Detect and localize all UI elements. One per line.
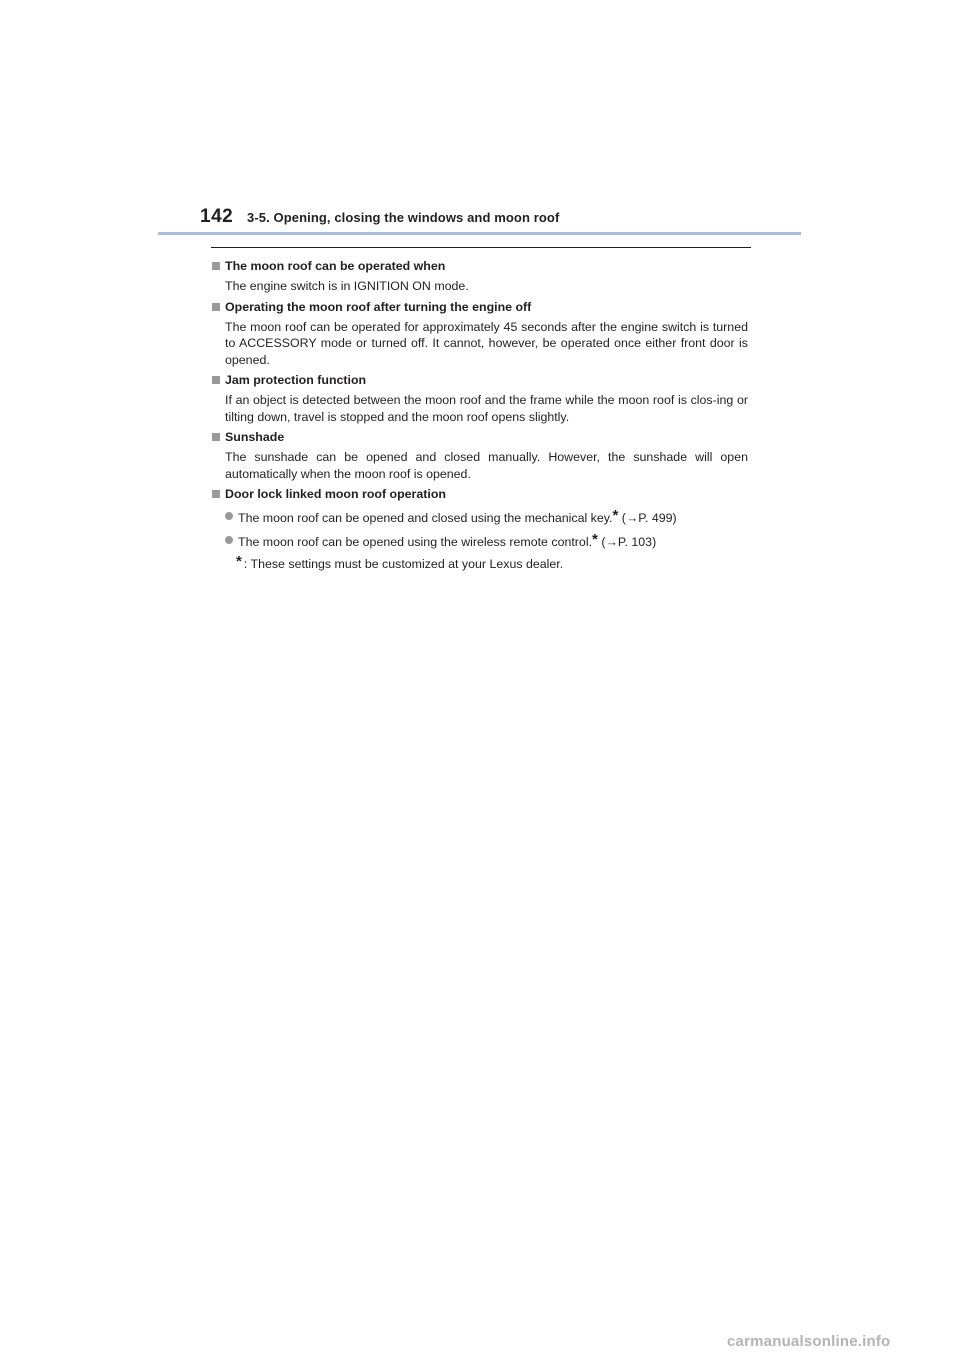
page-number: 142	[200, 206, 234, 227]
square-bullet-icon	[212, 490, 220, 498]
item-heading-text: Door lock linked moon roof operation	[225, 487, 446, 501]
item-heading	[211, 299, 748, 316]
square-bullet-icon	[212, 262, 220, 270]
item-heading-text: Jam protection function	[225, 373, 367, 387]
list-item	[211, 531, 748, 551]
bullet-text: The moon roof can be opened and closed using the mechanical key.	[238, 511, 613, 525]
asterisk-marker: *	[612, 507, 619, 524]
item-heading	[211, 258, 748, 275]
item-body: The sunshade can be opened and closed manually. However, the sunshade will open automatically when the moon roof is opened.	[225, 450, 748, 481]
watermark: carmanualsonline.info	[727, 1333, 891, 1350]
item-heading	[211, 429, 748, 446]
item-heading-text: The moon roof can be operated when	[225, 259, 446, 273]
content-rule	[211, 247, 751, 248]
item-sunshade	[211, 429, 748, 482]
item-heading	[211, 372, 748, 389]
header-rule	[158, 232, 801, 235]
square-bullet-icon	[212, 303, 220, 311]
footnote	[211, 554, 748, 573]
page-reference: (→P. 499)	[621, 511, 677, 525]
item-door-lock-linked	[211, 486, 748, 573]
content	[211, 258, 748, 577]
circle-bullet-icon	[225, 536, 233, 544]
item-heading-text: Operating the moon roof after turning the engine off	[225, 299, 532, 314]
item-body: If an object is detected between the moon roof and the frame while the moon roof is clos-ing or tilting down, travel is stopped and the moon roof opens slightly.	[225, 393, 748, 424]
page-reference: (→P. 103)	[601, 535, 657, 549]
page-header	[200, 206, 800, 230]
bullet-text: The moon roof can be opened using the wireless remote control.	[238, 535, 593, 549]
item-jam-protection	[211, 372, 748, 425]
item-heading-text: Sunshade	[225, 430, 285, 444]
asterisk-marker: *	[236, 553, 242, 570]
item-body: The moon roof can be operated for approximately 45 seconds after the engine switch is turned to ACCESSORY mode or turned off. It cannot, however, be operated once either front door is opened.	[225, 319, 748, 367]
section-title: 3-5. Opening, closing the windows and moon roof	[247, 210, 560, 225]
footnote-text: : These settings must be customized at your Lexus dealer.	[243, 557, 564, 571]
list-item	[211, 507, 748, 527]
item-after-engine-off	[211, 299, 748, 369]
circle-bullet-icon	[225, 512, 233, 520]
item-heading	[211, 486, 748, 503]
item-body: The engine switch is in IGNITION ON mode.	[225, 279, 469, 293]
item-operated-when	[211, 258, 748, 295]
square-bullet-icon	[212, 433, 220, 441]
square-bullet-icon	[212, 376, 220, 384]
asterisk-marker: *	[592, 531, 598, 548]
